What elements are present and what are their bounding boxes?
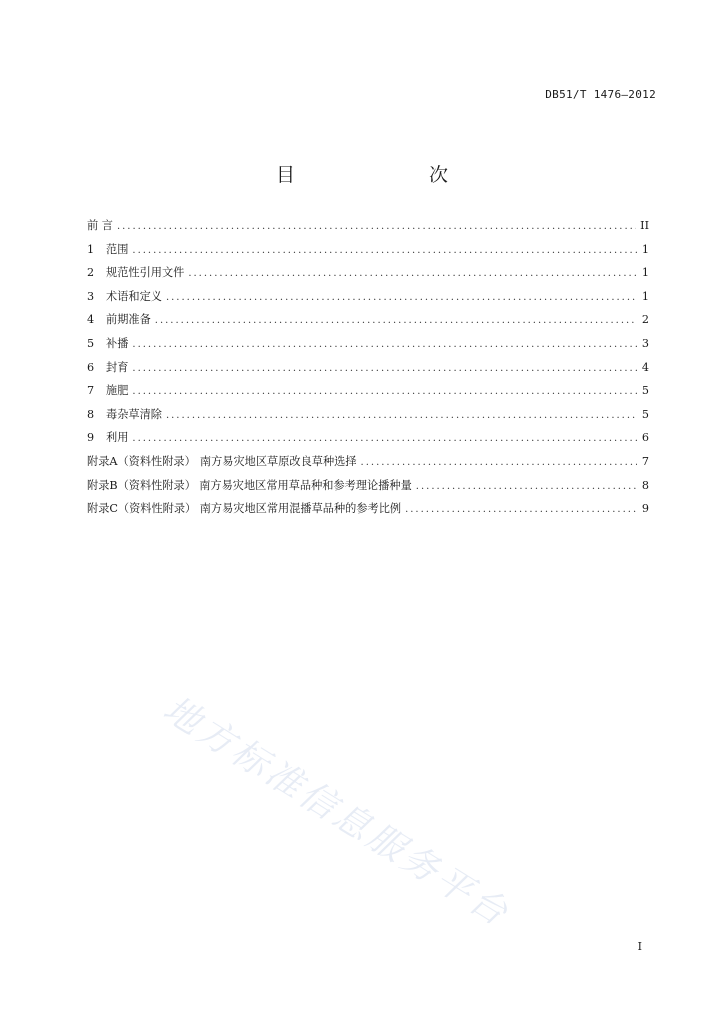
appendix-prefix: 附录C（资料性附录） (87, 502, 197, 516)
toc-entry-5[interactable] (87, 336, 649, 360)
toc-entry-page: 2 (641, 313, 649, 327)
toc-entry-page: 7 (641, 454, 649, 468)
toc-entry-3[interactable] (87, 289, 649, 313)
toc-entry-number: 6 (87, 360, 95, 374)
toc-entry-page: 3 (641, 336, 649, 350)
toc-leader-dots (132, 243, 637, 259)
standard-code: DB51/T 1476—2012 (545, 88, 656, 101)
page-title: 目 次 (275, 164, 480, 186)
toc-entry-label: 南方易灾地区常用混播草品种的参考比例 (199, 502, 402, 516)
toc-entry-number: 8 (87, 407, 95, 421)
toc-entry-page: 5 (641, 384, 649, 398)
toc-entry-page: 8 (641, 478, 649, 492)
toc-entry-label: 毒杂草清除 (106, 407, 162, 421)
toc-leader-dots (405, 502, 637, 518)
appendix-prefix: 附录A（资料性附录） (87, 454, 196, 468)
toc-entry-page: 1 (641, 242, 649, 256)
toc-entry-label: 前期准备 (106, 313, 151, 327)
toc-entry-label: 南方易灾地区常用草品种和参考理论播种量 (199, 478, 412, 492)
toc-entry-number: 5 (87, 336, 95, 350)
toc-entry-appendix-c[interactable] (87, 501, 649, 525)
toc-entry-number: 7 (87, 384, 95, 398)
toc-leader-dots (155, 313, 637, 329)
toc-entry-label: 利用 (106, 431, 129, 445)
toc-entry-8[interactable] (87, 407, 649, 431)
toc-entry-page: 9 (641, 502, 649, 516)
toc-entry-page: 1 (641, 266, 649, 280)
watermark: 地方标准信息服务平台 (156, 688, 517, 936)
toc-leader-dots (117, 219, 636, 235)
toc-entry-4[interactable] (87, 312, 649, 336)
toc-entry-number: 4 (87, 313, 95, 327)
toc-entry-appendix-b[interactable] (87, 478, 649, 502)
toc-entry-number: 9 (87, 431, 95, 445)
toc-entry-label: 施肥 (106, 384, 129, 398)
toc-leader-dots (166, 290, 637, 306)
toc-entry-page: 1 (641, 289, 649, 303)
toc-leader-dots (132, 337, 637, 353)
toc-leader-dots (416, 479, 637, 495)
page-number: I (637, 940, 642, 953)
toc-entry-label: 规范性引用文件 (106, 266, 185, 280)
toc-entry-number: 3 (87, 289, 95, 303)
toc-entry-2[interactable] (87, 265, 649, 289)
toc-entry-page: 6 (641, 431, 649, 445)
toc-entry-9[interactable] (87, 430, 649, 454)
toc-entry-appendix-a[interactable] (87, 454, 649, 478)
toc-entry-number: 2 (87, 266, 95, 280)
toc-entry-page: 4 (641, 360, 649, 374)
toc-leader-dots (361, 455, 637, 471)
toc-entry-1[interactable] (87, 242, 649, 266)
toc-entry-label: 术语和定义 (106, 289, 162, 303)
toc-entry-label: 封育 (106, 360, 129, 374)
table-of-contents (87, 218, 649, 525)
toc-entry-label: 前 言 (87, 219, 113, 232)
toc-leader-dots (188, 266, 637, 282)
appendix-prefix: 附录B（资料性附录） (87, 478, 196, 492)
toc-entry-7[interactable] (87, 383, 649, 407)
toc-entry-page: 5 (641, 407, 649, 421)
toc-entry-page: II (640, 219, 649, 232)
toc-entry-foreword[interactable] (87, 218, 649, 242)
toc-leader-dots (132, 361, 637, 377)
toc-entry-6[interactable] (87, 360, 649, 384)
toc-entry-label: 南方易灾地区草原改良草种选择 (199, 454, 357, 468)
toc-entry-label: 范围 (106, 242, 129, 256)
toc-leader-dots (166, 408, 637, 424)
toc-entry-label: 补播 (106, 336, 129, 350)
toc-leader-dots (132, 384, 637, 400)
toc-entry-number: 1 (87, 242, 95, 256)
toc-leader-dots (132, 431, 637, 447)
